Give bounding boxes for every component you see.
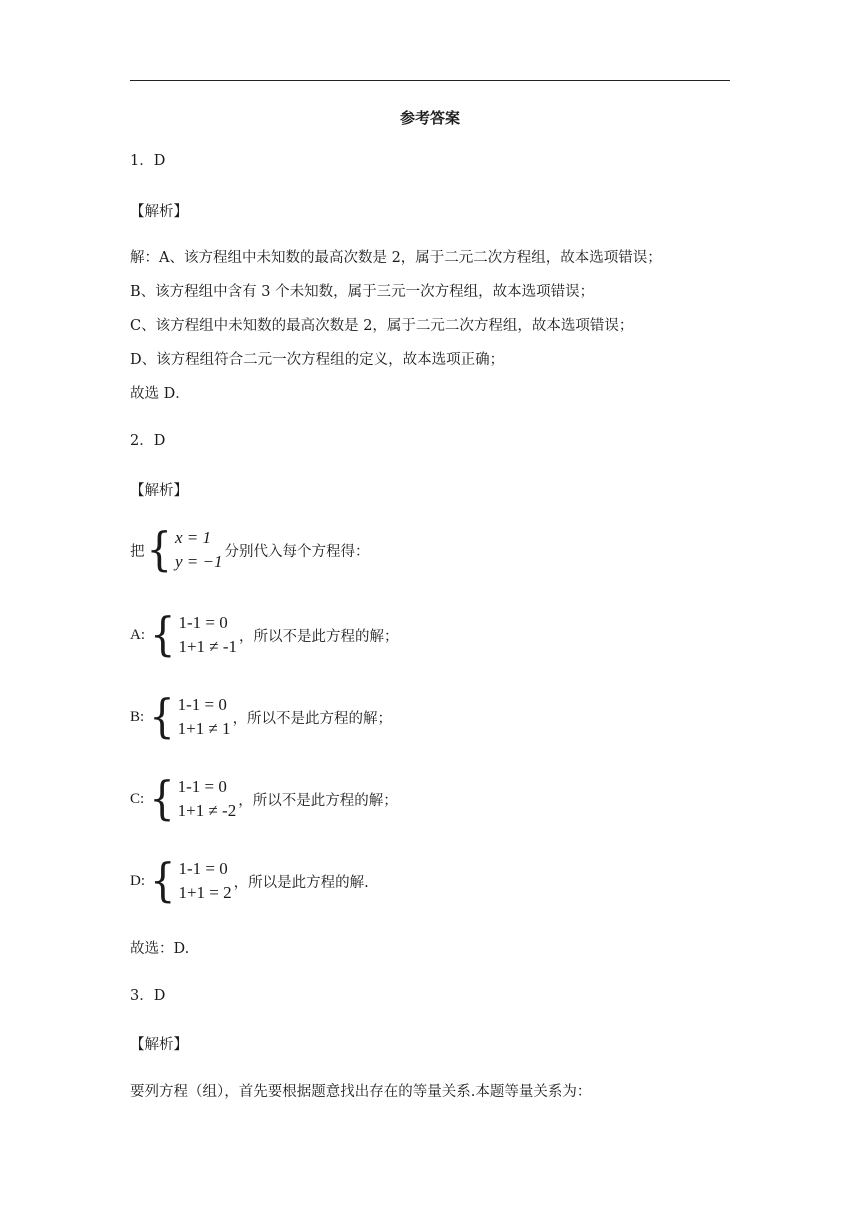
q2-case-a: [130, 608, 399, 662]
page-title: 参考答案: [399, 109, 460, 127]
case-label: D:: [130, 872, 145, 889]
q1-line-4: D、该方程组符合二元一次方程组的定义，故本选项正确；: [130, 352, 505, 368]
case-eq1: 1-1 = 0: [177, 777, 227, 796]
q1-line-3: C、该方程组中未知数的最高次数是 2，属于二元二次方程组，故本选项错误；: [130, 318, 634, 334]
q2-intro-system: [175, 526, 223, 574]
case-label: A:: [130, 626, 145, 643]
case-text: ，所以是此方程的解.: [233, 874, 369, 891]
q2-intro-suffix: 分别代入每个方程得：: [224, 543, 370, 560]
brace-symbol: {: [150, 854, 176, 908]
q3-analysis-label: 【解析】: [130, 1037, 188, 1053]
q2-analysis-label: 【解析】: [130, 483, 188, 499]
q3-line-1: 要列方程（组），首先要根据题意找出存在的等量关系.本题等量关系为：: [130, 1084, 592, 1100]
q3-answer: 3．D: [130, 988, 166, 1004]
case-text: ，所以不是此方程的解；: [239, 628, 399, 645]
q1-line-1: 解：A、该方程组中未知数的最高次数是 2，属于二元二次方程组，故本选项错误；: [130, 250, 662, 266]
brace-symbol: {: [146, 523, 172, 577]
q2-intro-eq1: x = 1: [174, 528, 211, 547]
case-label: B:: [130, 708, 145, 725]
header-rule: [130, 80, 730, 81]
case-eq2: 1+1 ≠ 1: [177, 719, 231, 738]
case-label: C:: [130, 790, 145, 807]
q1-line-5: 故选 D．: [130, 386, 190, 402]
q2-case-c: [130, 772, 398, 826]
q2-intro-prefix: 把: [130, 543, 145, 560]
q2-case-b: [130, 690, 393, 744]
q1-answer: 1．D: [130, 153, 166, 169]
q2-conclusion: 故选：D.: [130, 941, 190, 957]
q1-line-2: B、该方程组中含有 3 个未知数，属于三元一次方程组，故本选项错误；: [130, 284, 595, 300]
case-eq1: 1-1 = 0: [178, 613, 228, 632]
case-system: [178, 775, 237, 823]
q2-intro: [130, 523, 370, 577]
case-eq1: 1-1 = 0: [178, 859, 228, 878]
case-text: ，所以不是此方程的解；: [238, 792, 398, 809]
case-text: ，所以不是此方程的解；: [232, 710, 393, 727]
case-system: [178, 693, 231, 741]
q2-case-d: [130, 854, 369, 908]
case-eq2: 1+1 ≠ -1: [178, 637, 238, 656]
brace-symbol: {: [149, 772, 175, 826]
case-system: [178, 857, 231, 905]
case-eq2: 1+1 ≠ -2: [177, 801, 237, 820]
case-eq2: 1+1 = 2: [178, 883, 232, 902]
brace-symbol: {: [149, 690, 175, 744]
q2-intro-eq2: y = −1: [174, 552, 223, 571]
brace-symbol: {: [150, 608, 176, 662]
case-eq1: 1-1 = 0: [177, 695, 227, 714]
q1-analysis-label: 【解析】: [130, 204, 188, 220]
case-system: [178, 611, 237, 659]
q2-answer: 2．D: [130, 433, 166, 449]
